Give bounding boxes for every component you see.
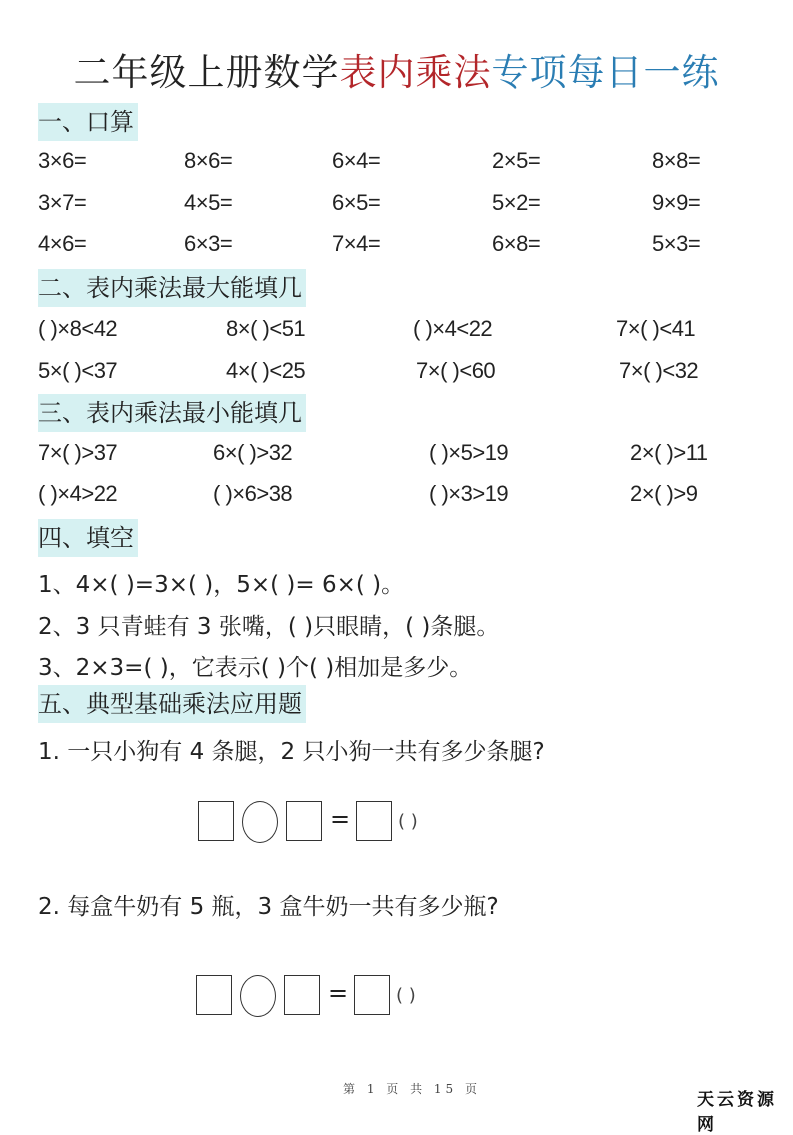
min-fill-row <box>0 440 793 474</box>
answer-box-result[interactable] <box>354 975 390 1015</box>
answer-oval-operator[interactable] <box>240 975 276 1017</box>
problem: ( )×4<22 <box>413 316 493 341</box>
problem: 6×( )>32 <box>213 440 293 465</box>
problem: 5×( )<37 <box>38 358 118 383</box>
problem: 7×( )<60 <box>416 358 496 383</box>
section-heading-fill-blanks: 四、填空 <box>38 519 138 557</box>
title-part-grade: 二年级上册数学 <box>73 51 340 94</box>
section-heading-max-fill: 二、表内乘法最大能填几 <box>38 269 306 307</box>
problem: 6×4= <box>332 148 381 173</box>
section-heading-mental-math: 一、口算 <box>38 103 138 141</box>
problem: 6×5= <box>332 190 381 215</box>
problem: 5×2= <box>492 190 541 215</box>
title-part-topic: 表内乘法 <box>339 51 492 94</box>
problem: 9×9= <box>652 190 701 215</box>
answer-equation-template <box>198 801 468 845</box>
fill-blank-item: 2、3 只青蛙有 3 张嘴，( )只眼睛，( )条腿。 <box>38 614 500 640</box>
problem: 6×8= <box>492 231 541 256</box>
page-indicator: 第 1 页 共 15 页 <box>343 1082 481 1096</box>
answer-equation-template <box>196 975 466 1019</box>
problem: 8×8= <box>652 148 701 173</box>
problem: 3×6= <box>38 148 87 173</box>
answer-box-factor1[interactable] <box>196 975 232 1015</box>
max-fill-row <box>0 358 793 392</box>
fill-blank-item: 1、4×( )=3×( )，5×( )= 6×( )。 <box>38 572 405 598</box>
unit-blank[interactable]: ( ) <box>396 985 416 1006</box>
equals-sign: = <box>330 805 351 833</box>
max-fill-row <box>0 316 793 350</box>
problem: 4×6= <box>38 231 87 256</box>
fill-blank-item: 3、2×3=( )，它表示( )个( )相加是多少。 <box>38 655 473 681</box>
problem: 6×3= <box>184 231 233 256</box>
problem: ( )×6>38 <box>213 481 293 506</box>
equals-sign: = <box>328 979 349 1007</box>
title-part-practice: 专项每日一练 <box>491 51 720 94</box>
answer-box-factor1[interactable] <box>198 801 234 841</box>
problem: 2×( )>9 <box>630 481 698 506</box>
problem: 7×4= <box>332 231 381 256</box>
problem: 7×( )<41 <box>616 316 696 341</box>
watermark: 天云资源网 <box>697 1090 777 1135</box>
problem: 2×( )>11 <box>630 440 708 465</box>
mental-math-row <box>0 148 793 182</box>
problem: ( )×5>19 <box>429 440 509 465</box>
problem: ( )×8<42 <box>38 316 118 341</box>
word-problem-question: 2. 每盒牛奶有 5 瓶，3 盒牛奶一共有多少瓶? <box>38 894 499 920</box>
problem: 5×3= <box>652 231 701 256</box>
problem: 4×( )<25 <box>226 358 306 383</box>
problem: 8×6= <box>184 148 233 173</box>
answer-box-factor2[interactable] <box>284 975 320 1015</box>
word-problem-question: 1. 一只小狗有 4 条腿，2 只小狗一共有多少条腿? <box>38 739 545 765</box>
answer-oval-operator[interactable] <box>242 801 278 843</box>
section-heading-min-fill: 三、表内乘法最小能填几 <box>38 394 306 432</box>
answer-box-result[interactable] <box>356 801 392 841</box>
problem: 2×5= <box>492 148 541 173</box>
problem: 7×( )>37 <box>38 440 118 465</box>
problem: 4×5= <box>184 190 233 215</box>
unit-blank[interactable]: ( ) <box>398 811 418 832</box>
problem: 3×7= <box>38 190 87 215</box>
problem: ( )×4>22 <box>38 481 118 506</box>
mental-math-row <box>0 190 793 224</box>
mental-math-row <box>0 231 793 265</box>
min-fill-row <box>0 481 793 515</box>
problem: ( )×3>19 <box>429 481 509 506</box>
section-heading-word-problems: 五、典型基础乘法应用题 <box>38 685 306 723</box>
problem: 8×( )<51 <box>226 316 306 341</box>
problem: 7×( )<32 <box>619 358 699 383</box>
answer-box-factor2[interactable] <box>286 801 322 841</box>
page-title <box>0 42 793 96</box>
